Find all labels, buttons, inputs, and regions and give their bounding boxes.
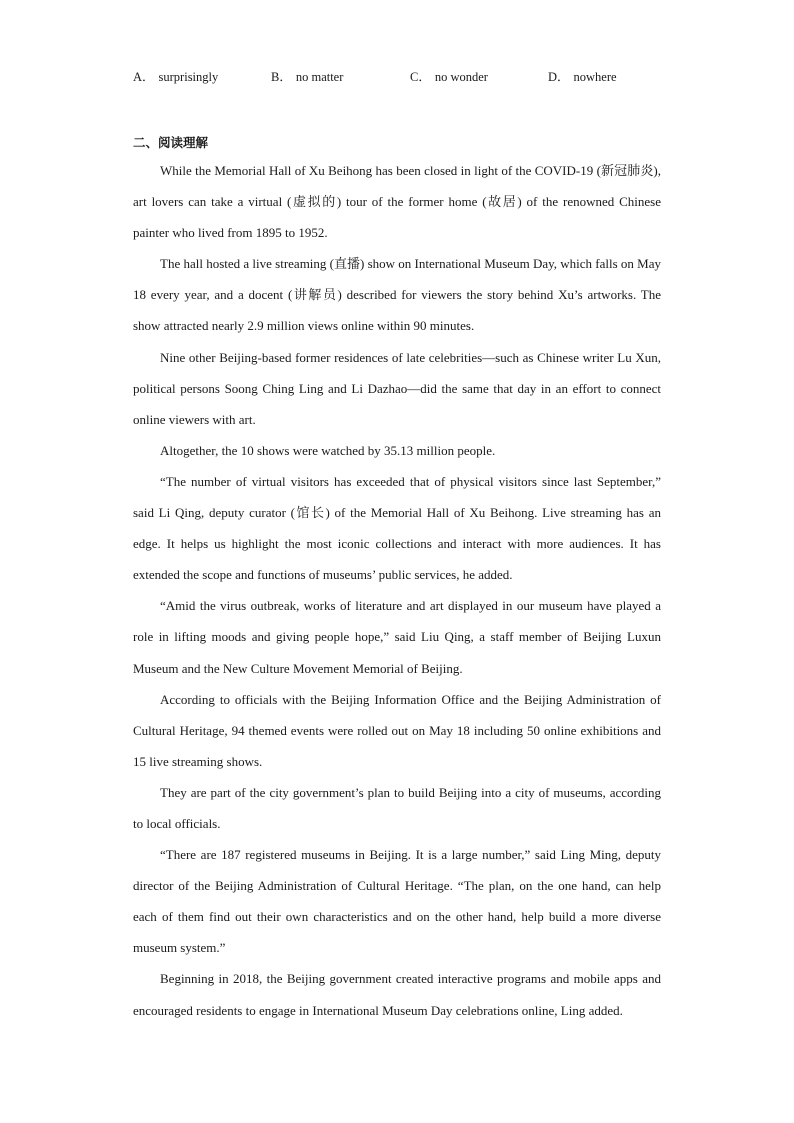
- option-c-text: no wonder: [434, 70, 488, 84]
- paragraph: According to officials with the Beijing Information Office and the Beijing Administration of Cultural Heritage, 94 themed events were rolled out on May 18 including 50 online exhibitions and 15 live streaming shows.: [133, 691, 661, 769]
- option-b: [271, 66, 343, 88]
- paragraph: “The number of virtual visitors has exceeded that of physical visitors since last September,” said Li Qing, deputy curator (馆长) of the Memorial Hall of Xu Beihong. Live streaming has an edge. It helps us highlight the most iconic collections and interact with more audiences. It has extended the scope and functions of museums’ public services, he added.: [133, 473, 661, 583]
- paragraph: While the Memorial Hall of Xu Beihong has been closed in light of the COVID-19 (新冠肺炎), art lovers can take a virtual (虚拟的) tour of the former home (故居) of the renowned Chinese painter who lived from 1895 to 1952.: [133, 163, 661, 241]
- option-a: [133, 66, 218, 88]
- paragraph: Beginning in 2018, the Beijing government created interactive programs and mobile apps and encouraged residents to engage in International Museum Day celebrations online, Ling added.: [133, 971, 661, 1018]
- answer-options: [133, 66, 673, 88]
- option-a-letter: A．: [133, 70, 155, 84]
- option-a-text: surprisingly: [158, 70, 219, 84]
- paragraph: “There are 187 registered museums in Beijing. It is a large number,” said Ling Ming, deputy director of the Beijing Administration of Cultural Heritage. “The plan, on the one hand, can help each of them find out their own characteristics and on the other hand, help build a more diverse museum system.”: [133, 847, 661, 956]
- paragraph: Nine other Beijing-based former residences of late celebrities—such as Chinese writer Lu Xun, political persons Soong Ching Ling and Li Dazhao—did the same that day in an effort to connect online viewers with art.: [133, 349, 661, 427]
- section-title: 二、阅读理解: [133, 135, 209, 150]
- paragraph: They are part of the city government’s plan to build Beijing into a city of museums, according to local officials.: [133, 784, 661, 831]
- option-d: [548, 66, 617, 88]
- option-d-text: nowhere: [573, 70, 617, 84]
- option-d-letter: D．: [548, 70, 570, 84]
- option-b-text: no matter: [295, 70, 344, 84]
- paragraph: The hall hosted a live streaming (直播) show on International Museum Day, which falls on May 18 every year, and a docent (讲解员) described for viewers the story behind Xu’s artworks. The show attracted nearly 2.9 million views online within 90 minutes.: [133, 256, 661, 334]
- option-c: [410, 66, 488, 88]
- option-c-letter: C．: [410, 70, 431, 84]
- reading-passage: [133, 155, 661, 1026]
- paragraph: “Amid the virus outbreak, works of literature and art displayed in our museum have played a role in lifting moods and giving people hope,” said Liu Qing, a staff member of Beijing Luxun Museum and the New Culture Movement Memorial of Beijing.: [133, 598, 661, 676]
- paragraph: Altogether, the 10 shows were watched by 35.13 million people.: [160, 442, 496, 458]
- option-b-letter: B．: [271, 70, 292, 84]
